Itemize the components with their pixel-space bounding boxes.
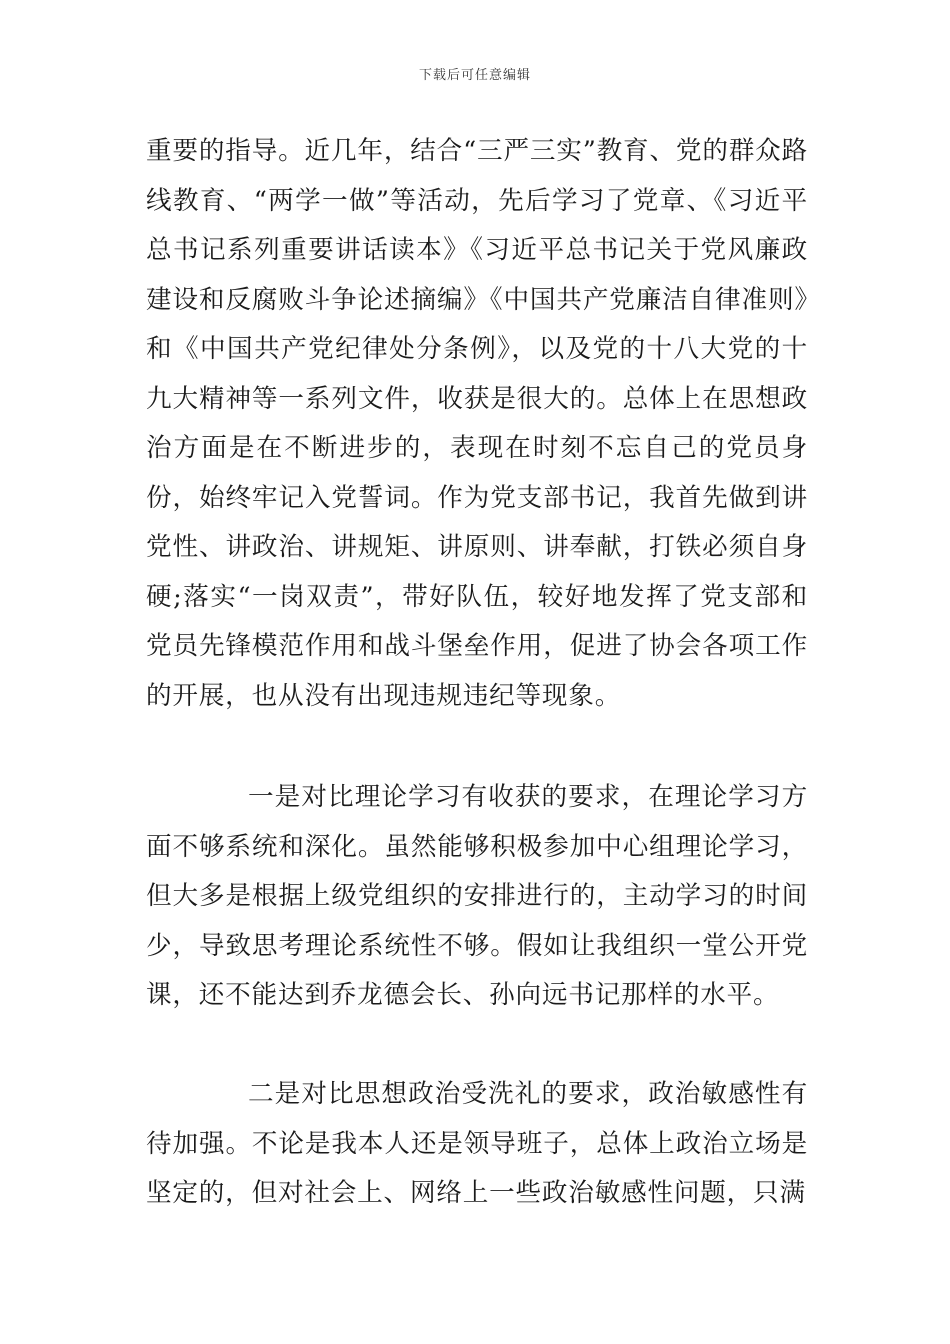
- paragraph-2: 一是对比理论学习有收获的要求，在理论学习方面不够系统和深化。虽然能够积极参加中心组理论学习，但大多是根据上级党组织的安排进行的，主动学习的时间少，导致思考理论系统性不够。假如让我组织一堂公开党课，还不能达到乔龙德会长、孙向远书记那样的水平。: [146, 782, 808, 1010]
- paragraph-3: 二是对比思想政治受洗礼的要求，政治敏感性有待加强。不论是我本人还是领导班子，总体上政治立场是坚定的，但对社会上、网络上一些政治敏感性问题，只满: [146, 1079, 808, 1208]
- page-header: 下载后可任意编辑: [418, 68, 531, 83]
- paragraph-1: 重要的指导。近几年，结合“三严三实”教育、党的群众路线教育、“两学一做”等活动，先后学习了党章、《习近平总书记系列重要讲话读本》《习近平总书记关于党风廉政建设和反腐败斗争论述摘编》《中国共产党廉洁自律准则》和《中国共产党纪律处分条例》，以及党的十八大党的十九大精神等一系列文件，收获是很大的。总体上在思想政治方面是在不断进步的，表现在时刻不忘自己的党员身份，始终牢记入党誓词。作为党支部书记，我首先做到讲党性、讲政治、讲规矩、讲原则、讲奉献，打铁必须自身硬;落实“一岗双责”，带好队伍，较好地发挥了党支部和党员先锋模范作用和战斗堡垒作用，促进了协会各项工作的开展，也从没有出现违规违纪等现象。: [146, 136, 808, 711]
